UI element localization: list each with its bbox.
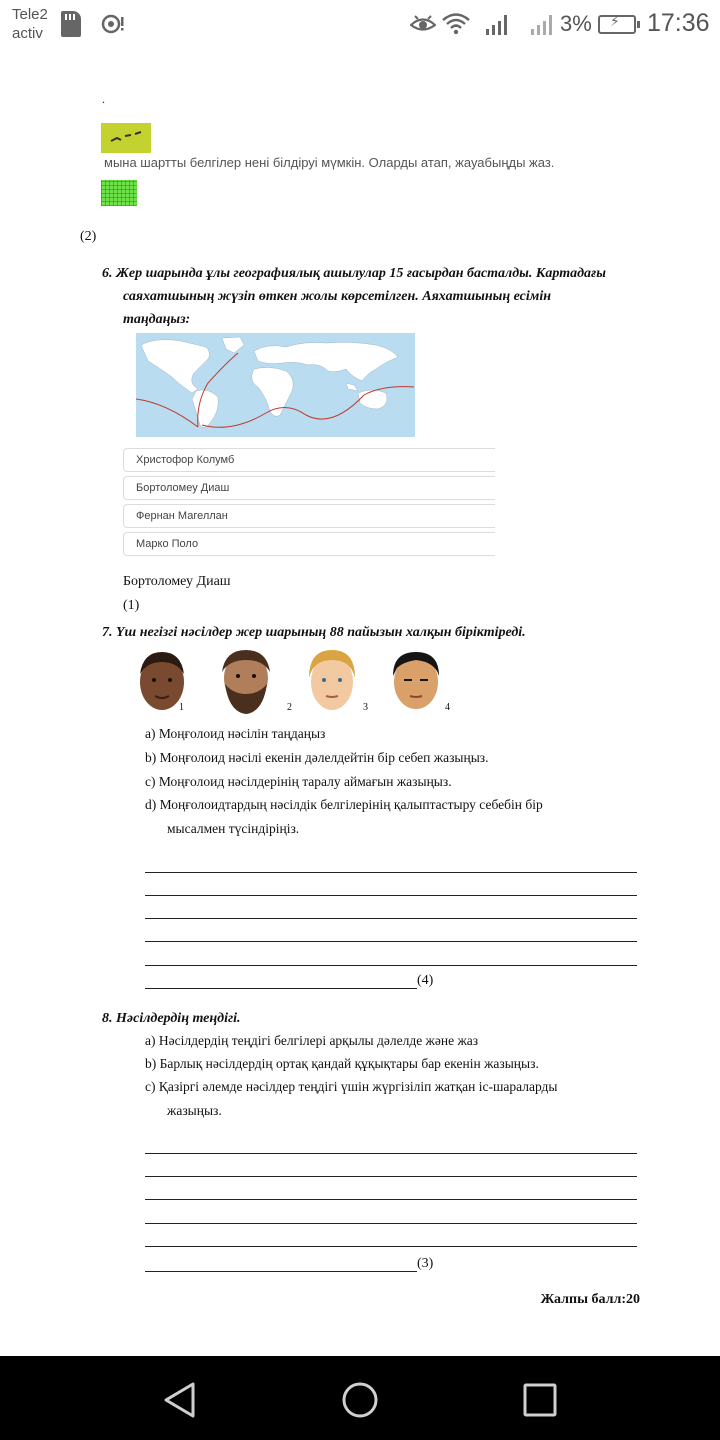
q7-item-d: d) Моңғолоидтардың нәсілдік белгілерінің қалыптастыру себебін бір: [145, 797, 543, 812]
face-number-2: 2: [287, 702, 292, 713]
face-2: [215, 648, 277, 714]
answer-options: [123, 448, 495, 560]
eye-icon: [410, 13, 436, 35]
legend-question: мына шартты белгілер нені білдіруі мүмкін. Оларды атап, жауабыңды жаз.: [104, 155, 555, 170]
clock: 17:36: [647, 9, 710, 37]
back-icon[interactable]: [160, 1380, 200, 1420]
legend-symbol-route: [101, 123, 151, 153]
answer-line[interactable]: [145, 872, 637, 873]
q8-item-a: a) Нәсілдердің теңдігі белгілері арқылы дәлелде және жаз: [145, 1033, 479, 1048]
answer-line[interactable]: [145, 1153, 637, 1154]
q8-item-c: c) Қазіргі әлемде нәсілдер теңдігі үшін жүргізіліп жатқан іс-шараларды: [145, 1079, 558, 1094]
q5-score: (2): [80, 229, 97, 244]
signal-icon: [530, 13, 556, 35]
answer-line[interactable]: [145, 941, 637, 942]
option-dias[interactable]: Бортоломеу Диаш: [123, 476, 495, 500]
face-number-3: 3: [363, 702, 368, 713]
total-score: Жалпы балл:20: [540, 1292, 640, 1307]
q7-item-d-cont: мысалмен түсіндіріңіз.: [167, 821, 300, 836]
q6-title: 6. Жер шарында ұлы географиялық ашылулар 15 ғасырдан басталды. Картадағы саяхатшының жүзіп өткен жолы көрсетілген. Аяхатшының есімін таңдаңыз:: [102, 266, 606, 327]
document-page[interactable]: [0, 52, 720, 1356]
sd-card-icon: [61, 11, 81, 37]
face-3: [301, 648, 363, 714]
q6-answer: Бортоломеу Диаш: [123, 574, 231, 589]
q6-score: (1): [123, 598, 140, 613]
face-number-4: 4: [445, 702, 450, 713]
q7-item-c: c) Моңғолоид нәсілдерінің таралу аймағын жазыңыз.: [145, 774, 452, 789]
signal-icon: [485, 13, 511, 35]
status-bar: [0, 0, 720, 52]
answer-line[interactable]: [145, 1271, 417, 1272]
sync-icon: [100, 12, 126, 36]
stray-dot: .: [102, 92, 105, 106]
battery-icon: ⚡: [598, 15, 636, 34]
face-4: [385, 648, 447, 714]
q7-item-a: a) Моңғолоид нәсілін таңдаңыз: [145, 726, 326, 741]
answer-line[interactable]: [145, 1176, 637, 1177]
legend-symbol-grid: [101, 180, 137, 206]
home-icon[interactable]: [340, 1380, 380, 1420]
answer-line[interactable]: [145, 895, 637, 896]
world-map: [136, 333, 415, 437]
q7-score: (4): [417, 973, 434, 988]
answer-line[interactable]: [145, 1223, 637, 1224]
face-number-1: 1: [179, 702, 184, 713]
option-columbus[interactable]: Христофор Колумб: [123, 448, 495, 472]
answer-line[interactable]: [145, 918, 637, 919]
q8-score: (3): [417, 1256, 434, 1271]
battery-percent: 3%: [560, 11, 592, 36]
wifi-icon: [441, 11, 471, 37]
carrier-label: Tele2 activ: [12, 6, 48, 42]
navigation-bar: [0, 1356, 720, 1440]
recents-icon[interactable]: [520, 1380, 560, 1420]
option-magellan[interactable]: Фернан Магеллан: [123, 504, 495, 528]
q8-item-c-cont: жазыңыз.: [167, 1103, 222, 1118]
q8-item-b: b) Барлық нәсілдердің ортақ қандай құқықтары бар екенін жазыңыз.: [145, 1056, 539, 1071]
q7-title: 7. Үш негізгі нәсілдер жер шарының 88 пайызын халқын біріктіреді.: [102, 625, 526, 640]
race-faces-image: [127, 644, 467, 718]
answer-line[interactable]: [145, 1199, 637, 1200]
answer-line[interactable]: [145, 1246, 637, 1247]
answer-line[interactable]: [145, 988, 417, 989]
answer-line[interactable]: [145, 965, 637, 966]
q7-item-b: b) Моңғолоид нәсілі екенін дәлелдейтін бір себеп жазыңыз.: [145, 750, 489, 765]
q8-title: 8. Нәсілдердің теңдігі.: [102, 1011, 241, 1026]
option-marco-polo[interactable]: Марко Поло: [123, 532, 495, 556]
